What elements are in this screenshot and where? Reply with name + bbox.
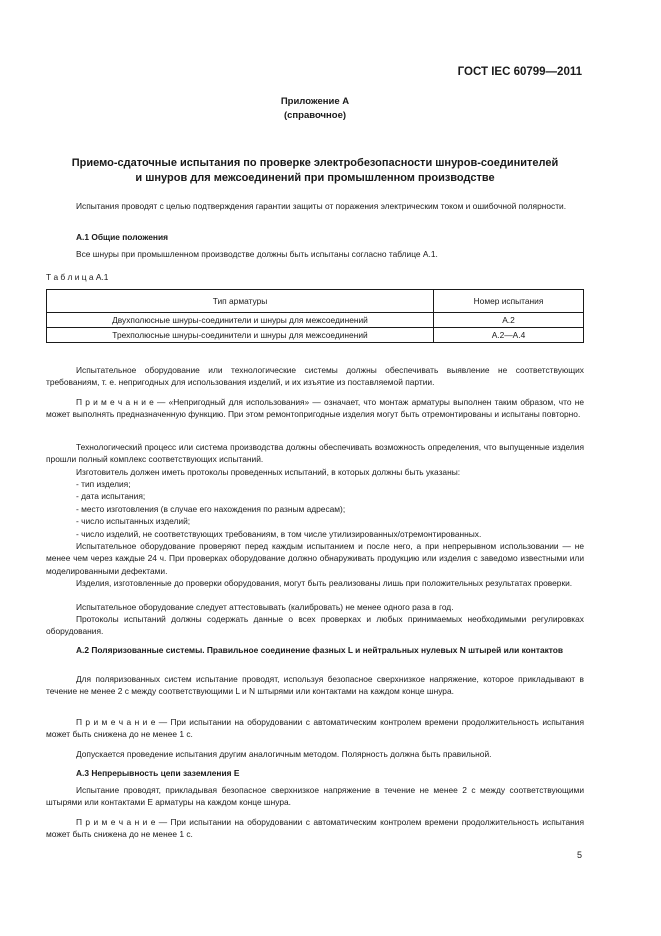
standard-header: ГОСТ IEC 60799—2011: [457, 66, 582, 78]
title-line2: и шнуров для межсоединений при промышленном производстве: [135, 172, 495, 184]
list-item: - тип изделия;: [76, 479, 131, 489]
table-cell-test: А.2—А.4: [434, 328, 584, 343]
note-3-label: П р и м е ч а н и е: [76, 817, 156, 827]
protocols-paragraph: Протоколы испытаний должны содержать данные о всех проверках и любых принимаемых необходимыми регулировках оборудования.: [46, 614, 584, 637]
check-paragraph: Испытательное оборудование проверяют перед каждым испытанием и после него, а при непрерывном использовании — не менее чем через каждые 24 ч. При проверках оборудование должно обнаруживать продукцию или изделия с заведомо известными или моделированными дефектами.: [46, 541, 584, 576]
title-line1: Приемо-сдаточные испытания по проверке электробезопасности шнуров-соединителей: [71, 157, 559, 169]
appendix-line2: (справочное): [283, 110, 347, 121]
note-2-label: П р и м е ч а н и е: [76, 717, 156, 727]
table-header-test: Номер испытания: [434, 290, 584, 313]
appendix-line1: Приложение А: [280, 96, 350, 107]
calibration-paragraph: Испытательное оборудование следует аттестовывать (калибровать) не менее одного раза в год.: [76, 602, 454, 612]
section-a1-paragraph: Все шнуры при промышленном производстве должны быть испытаны согласно таблице А.1.: [76, 249, 438, 259]
appendix-label: [46, 95, 584, 123]
items-paragraph: Изделия, изготовленные до проверки оборудования, могут быть реализованы лишь при положительных результатах проверки.: [76, 578, 573, 588]
note-1-text: — «Непригодный для использования» — означает, что монтаж арматуры выполнен таким образом, что не может выполнять предназначенную функцию. При этом ремонтопригодные изделия могут быть отремонтированы и испытаны повторно.: [46, 397, 584, 420]
table-row: [47, 328, 584, 343]
list-item: - число испытанных изделий;: [76, 516, 191, 527]
list-item: - число изделий, не соответствующих требованиям, в том числе утилизированных/отремонтированных.: [76, 528, 482, 539]
table-row: [47, 313, 584, 328]
note-2: [46, 716, 584, 741]
section-a2-paragraph-2: Допускается проведение испытания другим аналогичным методом. Полярность должна быть правильной.: [76, 749, 492, 759]
section-a1-heading: А.1 Общие положения: [76, 232, 169, 242]
section-a3-heading: А.3 Непрерывность цепи заземления Е: [76, 768, 240, 778]
process-paragraph: Технологический процесс или система производства должны обеспечивать возможность определения, что выпущенные изделия прошли полный комплекс соответствующих испытаний.: [46, 442, 584, 465]
intro-paragraph: Испытания проводят с целью подтверждения гарантии защиты от поражения электрическим током и ошибочной полярности.: [76, 201, 567, 211]
table-cell-type: Трехполюсные шнуры-соединители и шнуры для межсоединений: [47, 328, 434, 343]
table-cell-test: А.2: [434, 313, 584, 328]
maker-paragraph: Изготовитель должен иметь протоколы проведенных испытаний, в которых должны быть указаны:: [76, 467, 461, 477]
note-1: [46, 396, 584, 421]
records-list: [76, 478, 584, 540]
section-a2-heading: А.2 Поляризованные системы. Правильное соединение фазных L и нейтральных нулевых N штырей или контактов: [76, 645, 564, 655]
section-a3-paragraph: Испытание проводят, прикладывая безопасное сверхнизкое напряжение в течение не менее 2 с между соответствующими штырями или контактами Е арматуры на каждом конце шнура.: [46, 785, 584, 808]
appendix-title: [46, 156, 584, 186]
section-a2-paragraph: Для поляризованных систем испытание проводят, используя безопасное сверхнизкое напряжение, которое прикладывают в течение не менее 2 с между соответствующими L и N штырями или контактами на каждом конце шнура.: [46, 674, 584, 697]
table-cell-type: Двухполюсные шнуры-соединители и шнуры для межсоединений: [47, 313, 434, 328]
list-item: - место изготовления (в случае его нахождения по разным адресам);: [76, 503, 346, 514]
table-header-type: Тип арматуры: [47, 290, 434, 313]
table-caption: Т а б л и ц а А.1: [46, 272, 109, 282]
note-1-label: П р и м е ч а н и е: [76, 397, 154, 407]
equipment-paragraph: Испытательное оборудование или технологические системы должны обеспечивать выявление не соответствующих требованиям, т. е. непригодных для использования изделий, и их изъятие из поставляемой партии.: [46, 365, 584, 388]
list-item: - дата испытания;: [76, 491, 146, 502]
note-3: [46, 816, 584, 841]
table-a1: [46, 289, 584, 343]
page-number: 5: [576, 850, 582, 860]
note-3-text: — При испытании на оборудовании с автоматическим контролем времени продолжительность испытания может быть снижена до не менее 1 с.: [46, 817, 584, 840]
note-2-text: — При испытании на оборудовании с автоматическим контролем времени продолжительность испытания может быть снижена до не менее 1 с.: [46, 717, 584, 740]
table-header-row: [47, 290, 584, 313]
